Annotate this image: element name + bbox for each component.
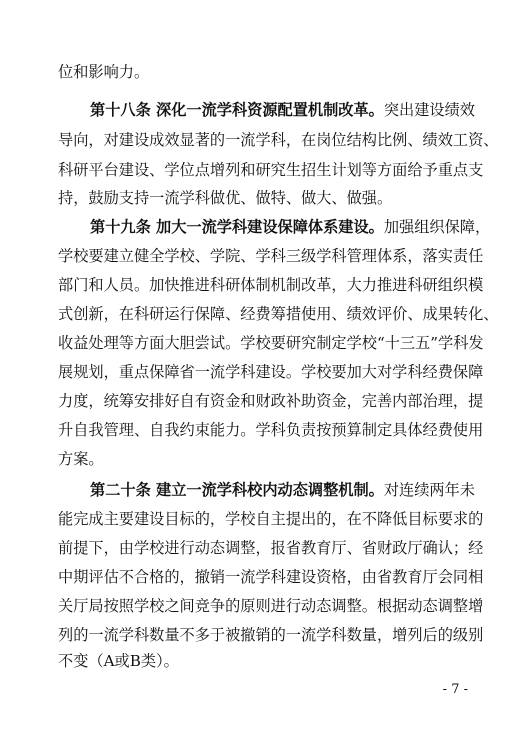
- paragraph-line: [58, 186, 468, 210]
- line-text: 科研平台建设、学位点增列和研究生招生计划等方面给予重点支: [58, 161, 484, 179]
- paragraph-line: [58, 331, 484, 355]
- paragraph-line: [58, 389, 484, 413]
- article-20-title: 第二十条 建立一流学科校内动态调整机制。: [90, 481, 384, 499]
- paragraph-line: [58, 565, 484, 589]
- line-text: 位和影响力。: [58, 63, 150, 81]
- paragraph-line: [58, 244, 484, 268]
- line-text: 导向，对建设成效显著的一流学科，在岗位结构比例、绩效工资、: [58, 131, 499, 149]
- line-text: 式创新，在科研运行保障、经费筹措使用、绩效评价、成果转化、: [58, 305, 499, 323]
- article-18-title: 第十八条 深化一流学科资源配置机制改革。: [90, 101, 384, 119]
- paragraph-line: [58, 302, 499, 326]
- line-text: 力度，统筹安排好自有资金和财政补助资金，完善内部治理，提: [58, 392, 484, 410]
- paragraph-line: [58, 418, 484, 442]
- line-text: 突出建设绩效: [383, 101, 475, 119]
- line-text: 列的一流学科数量不多于被撤销的一流学科数量，增列后的级别: [58, 626, 484, 644]
- line-text: 加强组织保障，: [383, 218, 491, 236]
- paragraph-line: [58, 360, 484, 384]
- paragraph-line: [58, 623, 484, 647]
- paragraph-line: [58, 273, 484, 297]
- line-text: 能完成主要建设目标的，学校自主提出的，在不降低目标要求的: [58, 510, 484, 528]
- paragraph-line: [58, 594, 484, 618]
- line-text: 展规划，重点保障省一流学科建设。学校要加大对学科经费保障: [58, 363, 484, 381]
- paragraph-line: [58, 536, 484, 560]
- line-text: 对连续两年未: [383, 481, 475, 499]
- line-text: 中期评估不合格的，撤销一流学科建设资格，由省教育厅会同相: [58, 568, 484, 586]
- line-text: 收益处理等方面大胆尝试。学校要研究制定学校“十三五”学科发: [58, 334, 484, 352]
- line-text: 方案。: [58, 450, 104, 468]
- article-19-heading-line: [90, 215, 491, 239]
- paragraph-line: [58, 507, 484, 531]
- line-text: 关厅局按照学校之间竞争的原则进行动态调整。根据动态调整增: [58, 597, 484, 615]
- paragraph-line: [58, 158, 484, 182]
- line-text: 不变（A或B类）。: [58, 652, 179, 670]
- paragraph-line: [58, 128, 499, 152]
- line-text: 部门和人员。加快推进科研体制机制改革，大力推进科研组织模: [58, 276, 484, 294]
- line-text: 持，鼓励支持一流学科做优、做特、做大、做强。: [58, 189, 393, 207]
- paragraph-line: [58, 60, 468, 84]
- line-text: 前提下，由学校进行动态调整，报省教育厅、省财政厅确认；经: [58, 539, 484, 557]
- article-19-title: 第十九条 加大一流学科建设保障体系建设。: [90, 218, 384, 236]
- article-18-heading-line: [90, 98, 475, 122]
- line-text: 升自我管理、自我约束能力。学科负责按预算制定具体经费使用: [58, 421, 484, 439]
- paragraph-line: [58, 447, 468, 471]
- page-number: - 7 -: [442, 682, 468, 697]
- paragraph-line: [58, 649, 468, 673]
- line-text: 学校要建立健全学校、学院、学科三级学科管理体系，落实责任: [58, 247, 484, 265]
- article-20-heading-line: [90, 478, 475, 502]
